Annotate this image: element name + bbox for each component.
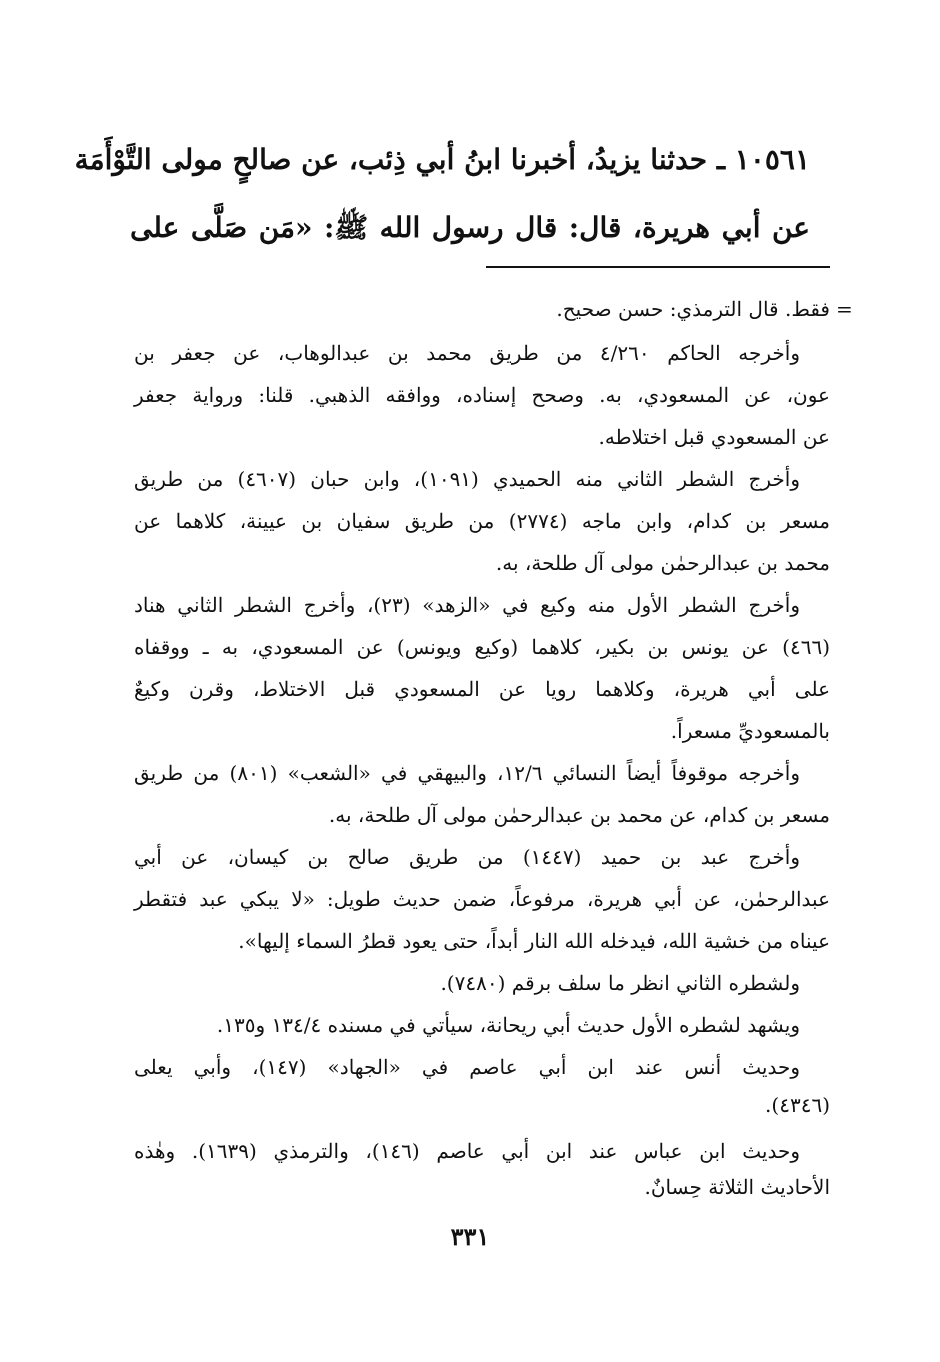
footnote-line: وأخرج الشطر الأول منه وكيع في «الزهد» (٢٣)، وأخرج الشطر الثاني هناد xyxy=(134,593,800,617)
footnote-line: وأخرج عبد بن حميد (١٤٤٧) من طريق صالح بن كيسان، عن أبي xyxy=(134,845,800,869)
hadith-line-1: ١٠٥٦١ ـ حدثنا يزيدُ، أخبرنا ابنُ أبي ذِئب، عن صالحٍ مولى التَّوْأَمَة xyxy=(74,143,810,176)
footnote-line: الأحاديث الثلاثة حِسانٌ. xyxy=(644,1175,830,1199)
footnote-line: ولشطره الثاني انظر ما سلف برقم (٧٤٨٠). xyxy=(440,971,800,995)
footnote-line: وحديث ابن عباس عند ابن أبي عاصم (١٤٦)، والترمذي (١٦٣٩). وهٰذه xyxy=(134,1139,800,1163)
footnote-line: مسعر بن كدام، عن محمد بن عبدالرحمٰن مولى آل طلحة، به. xyxy=(328,803,830,827)
footnote-line: عن المسعودي قبل اختلاطه. xyxy=(598,425,830,449)
footnote-line: عون، عن المسعودي، به. وصحح إسناده، ووافقه الذهبي. قلنا: ورواية جعفر xyxy=(134,383,830,407)
footnote-line: وأخرج الشطر الثاني منه الحميدي (١٠٩١)، وابن حبان (٤٦٠٧) من طريق xyxy=(134,467,801,491)
footnote-line: بالمسعوديِّ مسعراً. xyxy=(670,719,830,743)
footnote-line: ويشهد لشطره الأول حديث أبي ريحانة، سيأتي في مسنده ١٣٤/٤ و١٣٥. xyxy=(216,1013,800,1037)
footnote-line: على أبي هريرة، وكلاهما رويا عن المسعودي قبل الاختلاط، وقرن وكيعٌ xyxy=(134,677,830,701)
footnote-line: فقط. قال الترمذي: حسن صحيح. xyxy=(556,297,830,321)
footnote-line: (٤٦٦) عن يونس بن بكير، كلاهما (وكيع ويونس) عن المسعودي، به ـ ووقفاه xyxy=(134,635,830,659)
footnote-line: مسعر بن كدام، وابن ماجه (٢٧٧٤) من طريق سفيان بن عيينة، كلاهما عن xyxy=(134,509,830,533)
footnote-line: عيناه من خشية الله، فيدخله الله النار أبداً، حتى يعود قطرُ السماء إليها». xyxy=(238,929,830,953)
hadith-line-2: عن أبي هريرة، قال: قال رسول الله ﷺ: «مَن صَلَّى على xyxy=(130,211,810,244)
footnote-line: عبدالرحمٰن، عن أبي هريرة، مرفوعاً، ضمن حديث طويل: «لا يبكي عبد فتقطر xyxy=(134,887,830,911)
footnote-line: وأخرجه الحاكم ٤/٢٦٠ من طريق محمد بن عبدالوهاب، عن جعفر بن xyxy=(134,341,800,365)
footnote-line: (٤٣٤٦). xyxy=(765,1093,830,1117)
footnote-line: محمد بن عبدالرحمٰن مولى آل طلحة، به. xyxy=(495,551,830,575)
page-number: ٣٣١ xyxy=(450,1222,490,1251)
footnote-line: وحديث أنس عند ابن أبي عاصم في «الجهاد» (١٤٧)، وأبي يعلى xyxy=(134,1055,800,1079)
footnote-separator xyxy=(486,266,830,268)
footnote-line: وأخرجه موقوفاً أيضاً النسائي ١٢/٦، والبيهقي في «الشعب» (٨٠١) من طريق xyxy=(134,761,800,785)
footnote-continuation-mark: = xyxy=(836,297,853,321)
